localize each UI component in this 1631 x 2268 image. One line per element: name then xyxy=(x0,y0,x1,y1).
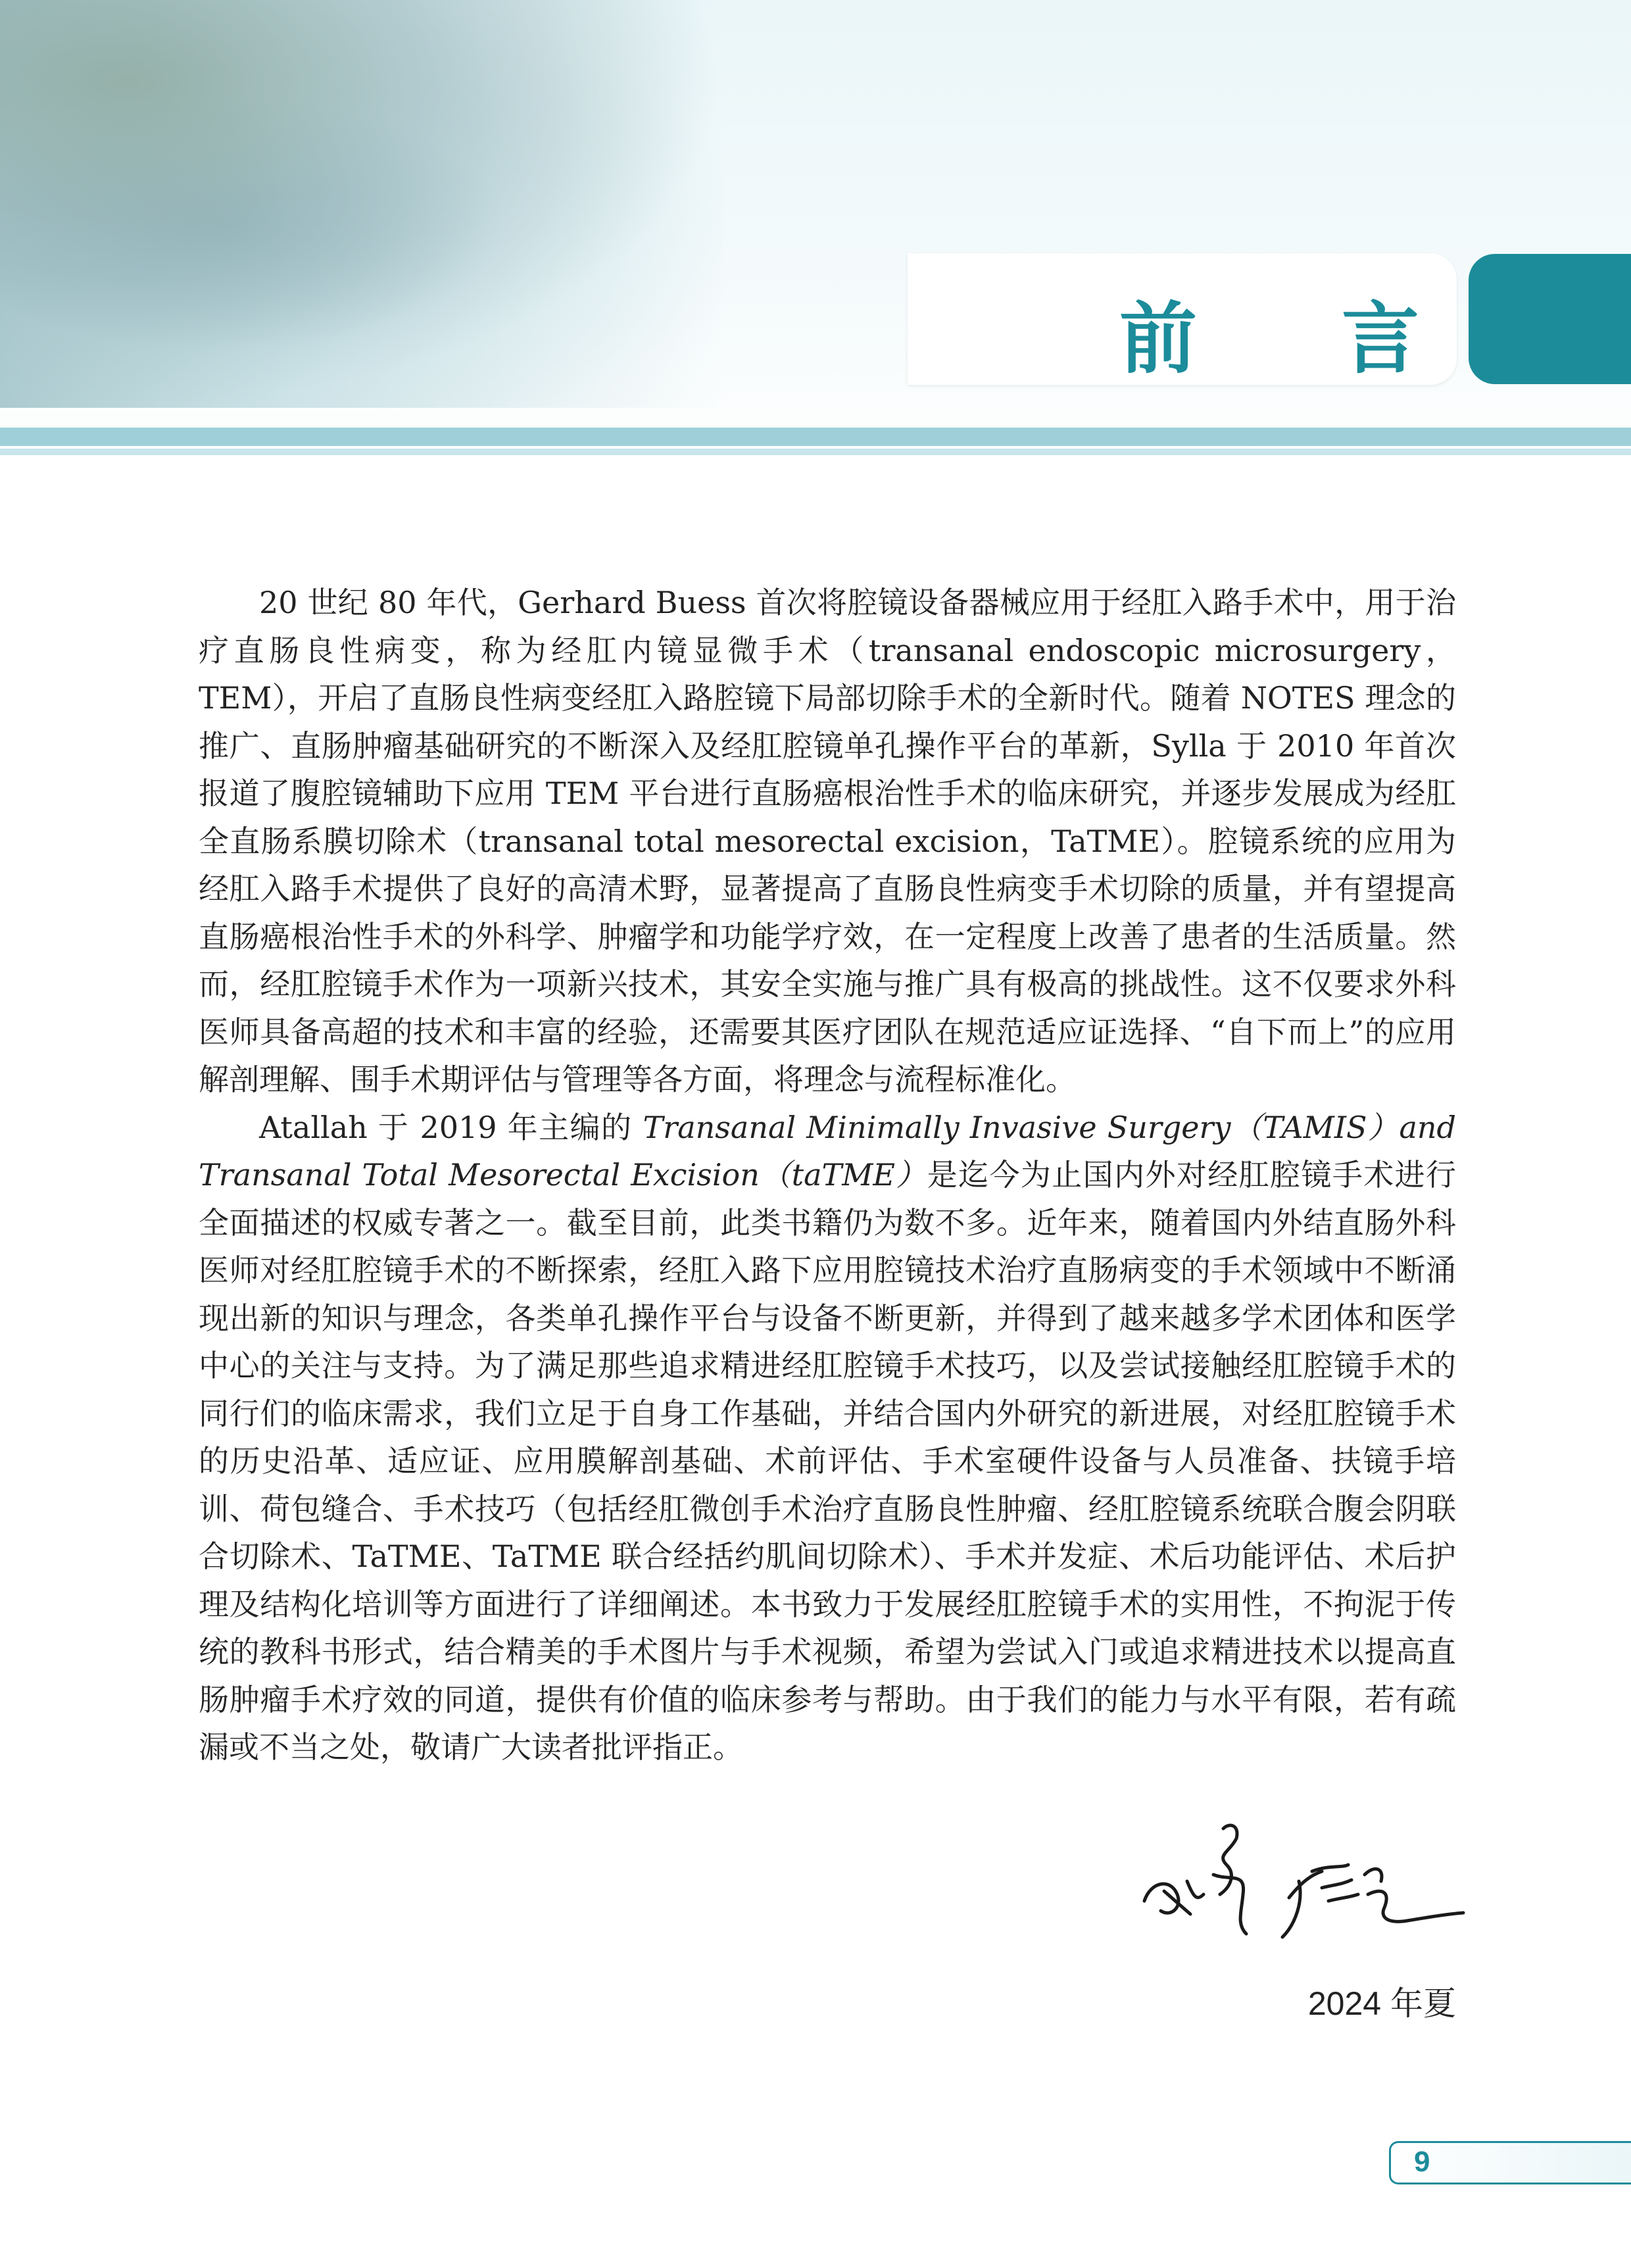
title-char-2: 言 xyxy=(1342,293,1420,384)
signature-date: 2024 年夏 xyxy=(1307,1985,1456,2022)
book-title: Transanal Minimally Invasive Surgery（TAMIS）and Transanal Total Mesorectal Excision（taTME） xyxy=(199,1109,1456,1193)
page-number: 9 xyxy=(1414,2146,1430,2178)
body-text xyxy=(199,579,1456,1771)
paragraph-2-rest: 是迄今为止国内外对经肛腔镜手术进行全面描述的权威专著之一。截至目前，此类书籍仍为数不多。近年来，随着国内外结直肠外科医师对经肛腔镜手术的不断探索，经肛入路下应用腔镜技术治疗直肠病变的手术领域中不断涌现出新的知识与理念，各类单孔操作平台与设备不断更新，并得到了越来越多学术团体和医学中心的关注与支持。为了满足那些追求精进经肛腔镜手术技巧，以及尝试接触经肛腔镜手术的同行们的临床需求，我们立足于自身工作基础，并结合国内外研究的新进展，对经肛腔镜手术的历史沿革、适应证、应用膜解剖基础、术前评估、手术室硬件设备与人员准备、扶镜手培训、荷包缝合、手术技巧（包括经肛微创手术治疗直肠良性肿瘤、经肛腔镜系统联合腹会阴联合切除术、TaTME、TaTME 联合经括约肌间切除术）、手术并发症、术后功能评估、术后护理及结构化培训等方面进行了详细阐述。本书致力于发展经肛腔镜手术的实用性，不拘泥于传统的教科书形式，结合精美的手术图片与手术视频，希望为尝试入门或追求精进技术以提高直肠肿瘤手术疗效的同道，提供有价值的临床参考与帮助。由于我们的能力与水平有限，若有疏漏或不当之处，敬请广大读者批评指正。 xyxy=(199,1157,1457,1765)
title-char-1: 前 xyxy=(1119,293,1198,384)
header-stripe-thin xyxy=(0,449,1631,455)
title-tab xyxy=(1469,254,1631,384)
header-photo xyxy=(0,0,723,408)
paragraph-1: 20 世纪 80 年代，Gerhard Buess 首次将腔镜设备器械应用于经肛入路手术中，用于治疗直肠良性病变，称为经肛内镜显微手术（transanal endoscopic microsurgery，TEM），开启了直肠良性病变经肛入路腔镜下局部切除手术的全新时代。随着 NOTES 理念的推广、直肠肿瘤基础研究的不断深入及经肛腔镜单孔操作平台的革新，Sylla 于 2010 年首次报道了腹腔镜辅助下应用 TEM 平台进行直肠癌根治性手术的临床研究，并逐步发展成为经肛全直肠系膜切除术（transanal total mesorectal excision，TaTME）。腔镜系统的应用为经肛入路手术提供了良好的高清术野，显著提高了直肠良性病变手术切除的质量，并有望提高直肠癌根治性手术的外科学、肿瘤学和功能学疗效，在一定程度上改善了患者的生活质量。然而，经肛腔镜手术作为一项新兴技术，其安全实施与推广具有极高的挑战性。这不仅要求外科医师具备高超的技术和丰富的经验，还需要其医疗团队在规范适应证选择、“自下而上”的应用解剖理解、围手术期评估与管理等各方面，将理念与流程标准化。 xyxy=(199,585,1456,1097)
header-stripe xyxy=(0,428,1631,446)
handwritten-signature xyxy=(1131,1802,1473,1973)
paragraph-2-lead: Atallah 于 2019 年主编的 xyxy=(259,1109,633,1145)
paragraph-2 xyxy=(199,1104,1456,1771)
